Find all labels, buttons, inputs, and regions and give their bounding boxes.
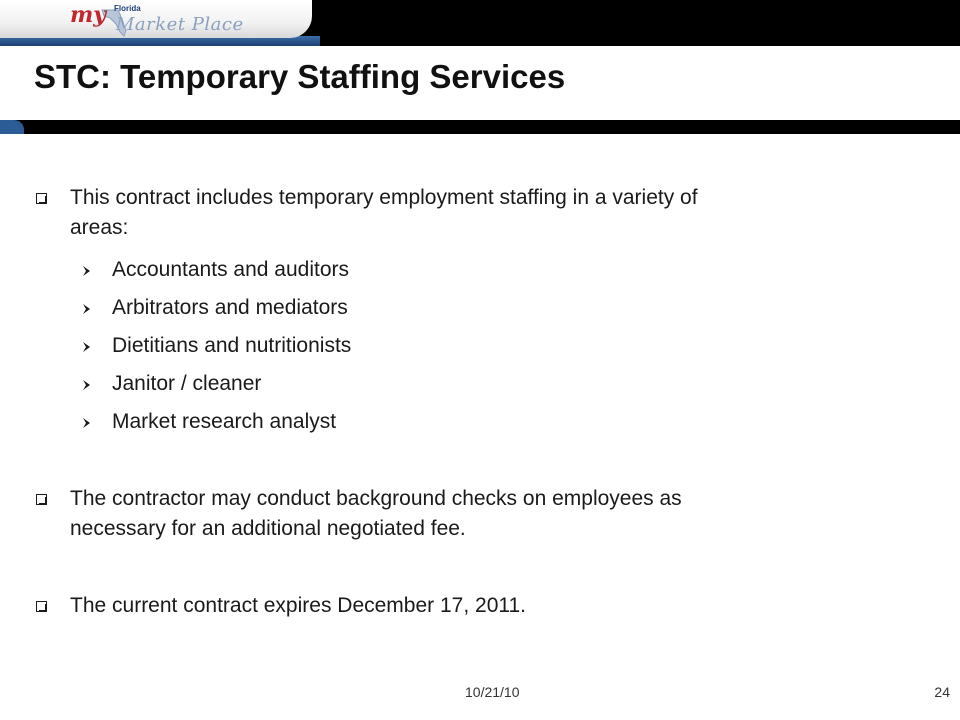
logo-marketplace-text: Market Place — [116, 14, 244, 35]
page-title: STC: Temporary Staffing Services — [34, 58, 566, 95]
title-divider-accent — [0, 120, 24, 134]
bullet-2-line-1: The contractor may conduct background checks on employees as — [70, 487, 682, 510]
logo-my-text: my — [70, 2, 107, 28]
bullet-1-line-2: areas: — [70, 216, 129, 239]
page-number: 24 — [934, 684, 950, 700]
arrow-bullet-icon — [82, 417, 94, 429]
arrow-bullet-icon — [82, 265, 94, 277]
bullet-2-line-2: necessary for an additional negotiated fee. — [70, 517, 466, 540]
logo-florida-text: Florida — [114, 4, 141, 13]
bullet-3-line-1: The current contract expires December 17, 2011. — [70, 594, 527, 617]
square-bullet-icon — [36, 601, 47, 612]
subitem: Accountants and auditors — [112, 258, 349, 281]
subitem: Arbitrators and mediators — [112, 296, 348, 319]
arrow-bullet-icon — [82, 303, 94, 315]
my-florida-marketplace-logo — [70, 2, 250, 38]
title-divider-band — [0, 120, 960, 134]
subitem: Dietitians and nutritionists — [112, 334, 352, 357]
square-bullet-icon — [36, 193, 47, 204]
footer-date: 10/21/10 — [465, 684, 520, 700]
subitem: Market research analyst — [112, 410, 337, 433]
arrow-bullet-icon — [82, 379, 94, 391]
bullet-1-line-1: This contract includes temporary employment staffing in a variety of — [70, 186, 698, 209]
arrow-bullet-icon — [82, 341, 94, 353]
logo-tab — [0, 0, 312, 38]
subitem: Janitor / cleaner — [112, 372, 262, 395]
square-bullet-icon — [36, 494, 47, 505]
